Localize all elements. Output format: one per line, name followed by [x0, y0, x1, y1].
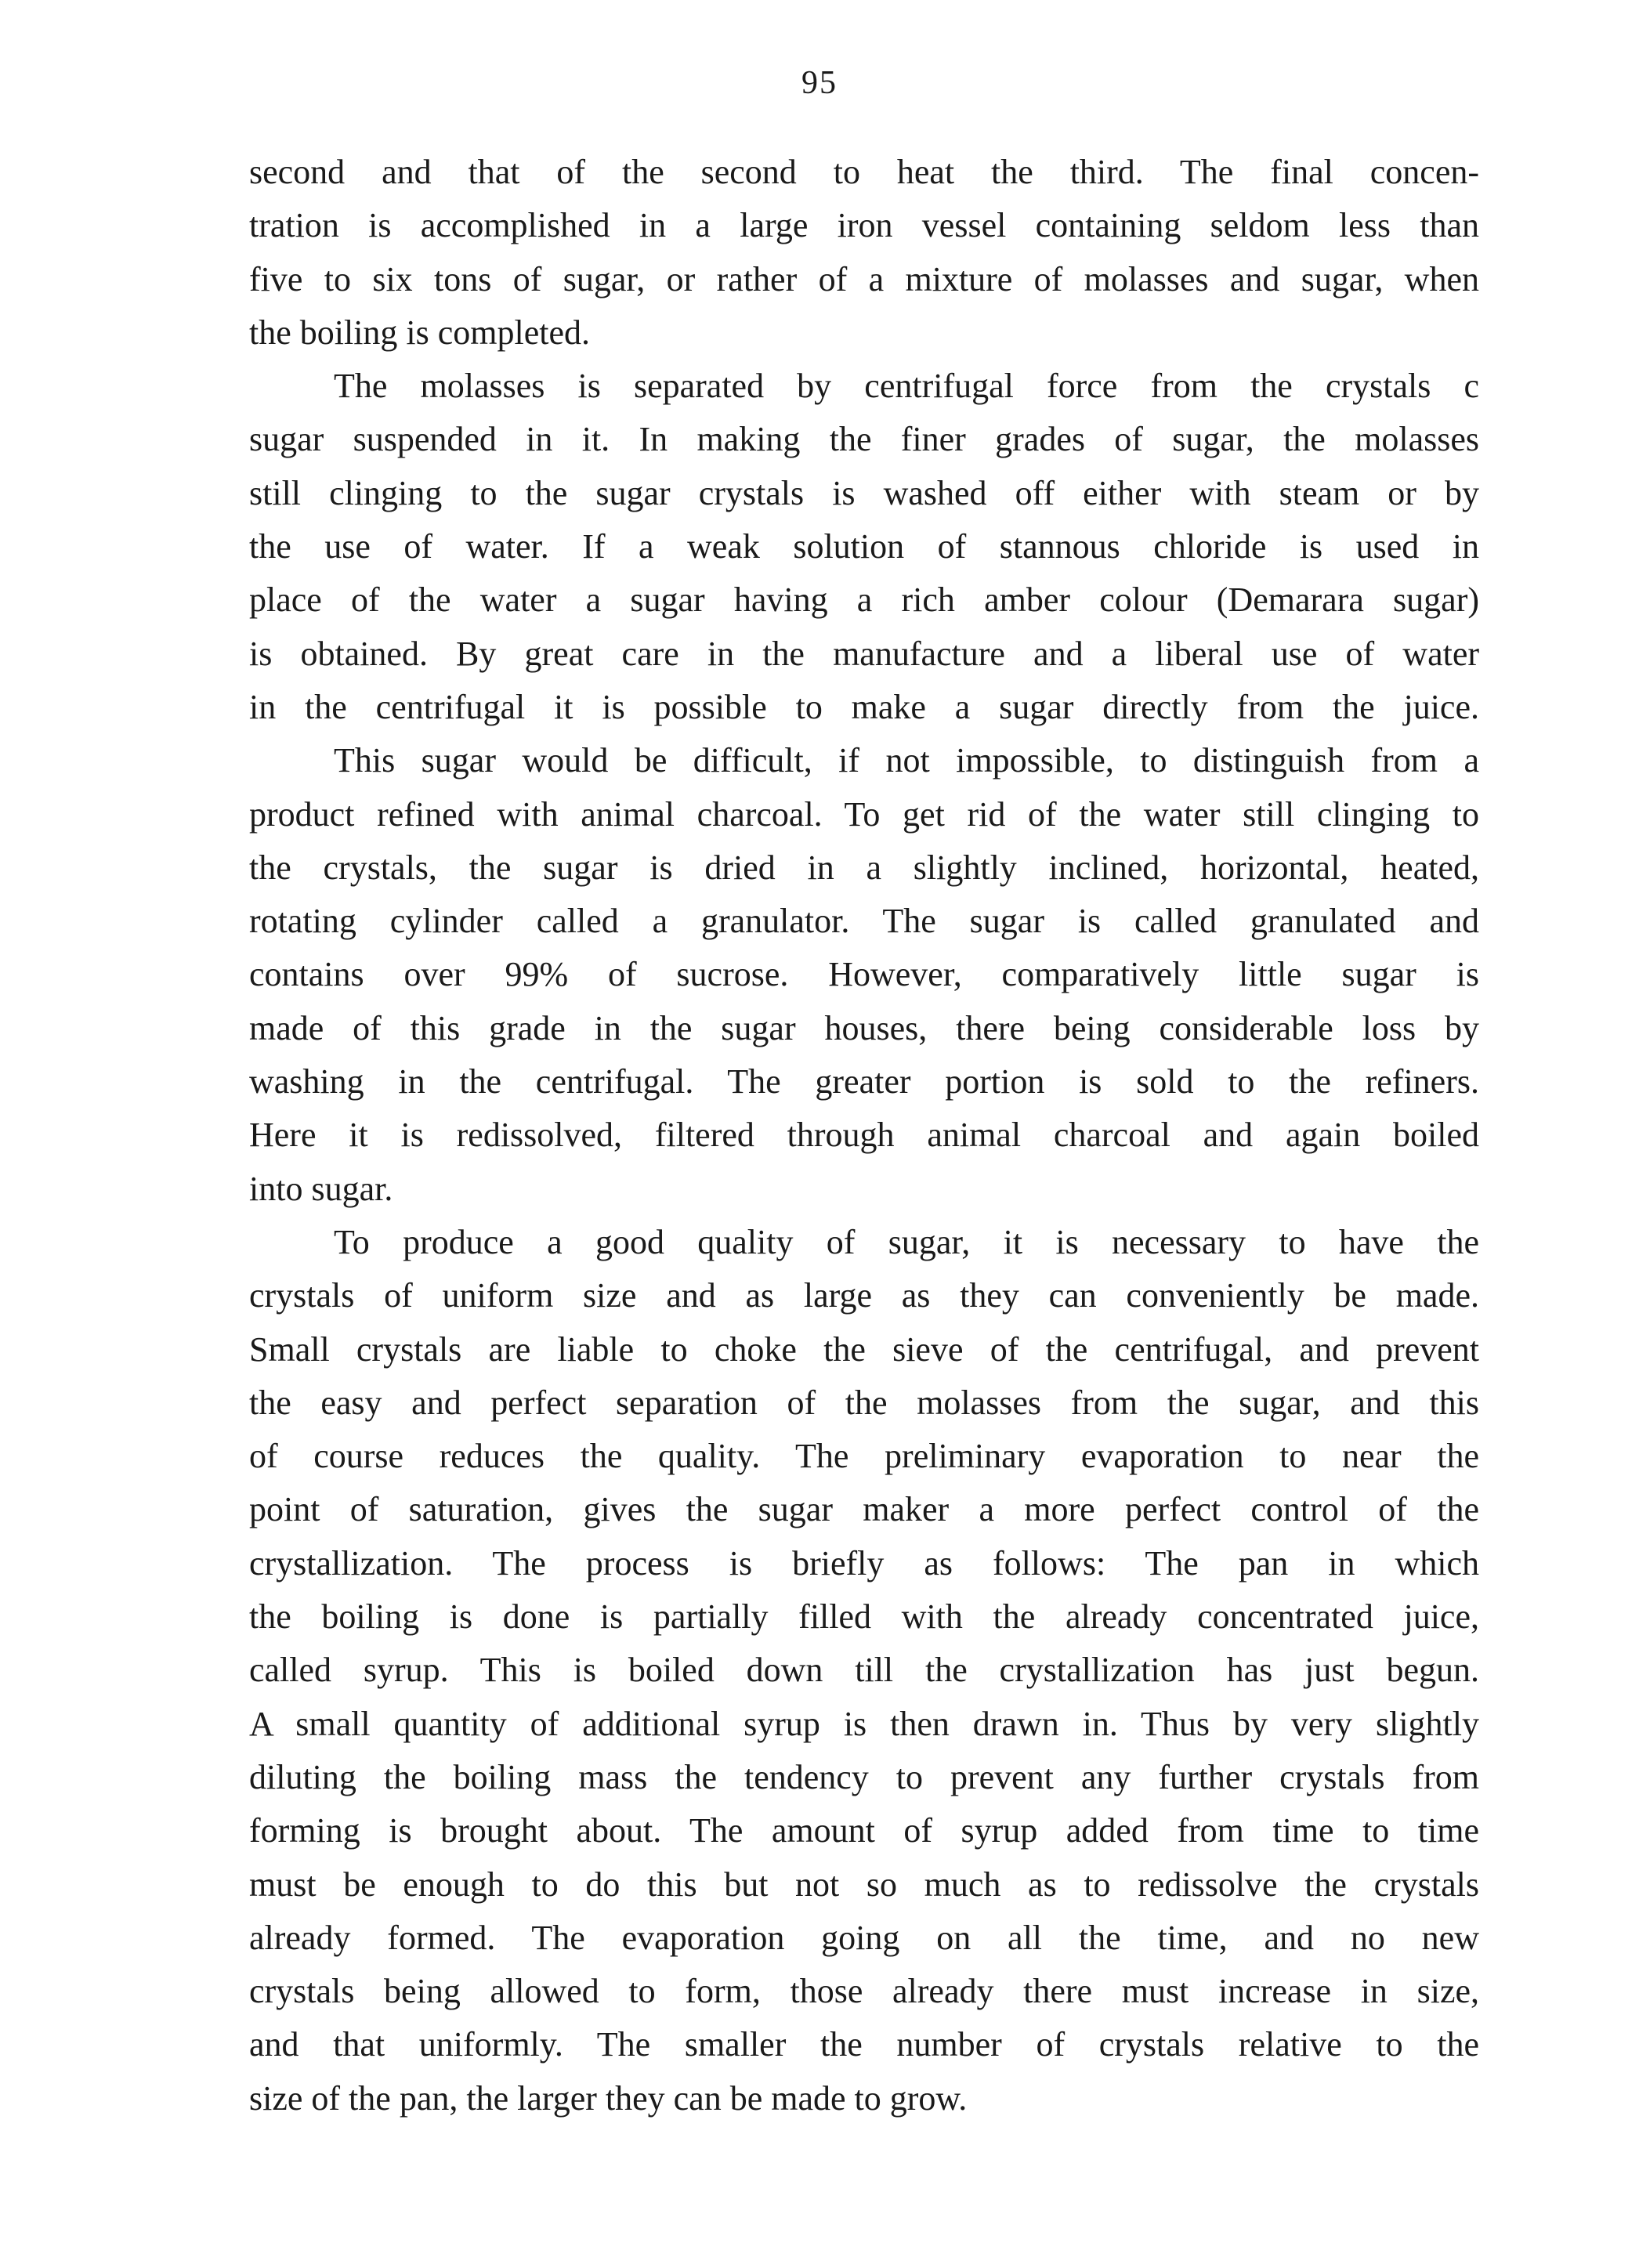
text-line: washing in the centrifugal. The greater portion is sold to the refiners. — [249, 1062, 1479, 1101]
text-line: the use of water. If a weak solution of stannous chloride is used in — [249, 527, 1479, 566]
text-line: into sugar. — [249, 1169, 393, 1208]
text-line: the crystals, the sugar is dried in a slightly inclined, horizontal, heated, — [249, 848, 1479, 887]
text-line: the boiling is done is partially filled with the already concentrated juice, — [249, 1597, 1479, 1637]
text-line: five to six tons of sugar, or rather of a mixture of molasses and sugar, when — [249, 259, 1479, 298]
text-line: sugar suspended in it. In making the finer grades of sugar, the molasses — [249, 420, 1479, 459]
text-line: tration is accomplished in a large iron vessel containing seldom less than — [249, 206, 1479, 245]
text-line: place of the water a sugar having a rich amber colour (Demarara sugar) — [249, 581, 1479, 620]
text-line: point of saturation, gives the sugar maker a more perfect control of the — [249, 1490, 1479, 1529]
text-line: Here it is redissolved, filtered through animal charcoal and again boiled — [249, 1116, 1479, 1155]
page-number: 95 — [801, 65, 838, 101]
text-line: must be enough to do this but not so much as to redissolve the crystals — [249, 1865, 1479, 1904]
body-text — [249, 146, 1479, 2125]
text-line: already formed. The evaporation going on all the time, and no new — [249, 1918, 1479, 1957]
text-line: of course reduces the quality. The preliminary evaporation to near the — [249, 1437, 1479, 1476]
text-line: crystals being allowed to form, those already there must increase in size, — [249, 1972, 1479, 2011]
text-line: rotating cylinder called a granulator. The sugar is called granulated and — [249, 902, 1479, 941]
text-line: still clinging to the sugar crystals is washed off either with steam or by — [249, 473, 1479, 512]
text-line: in the centrifugal it is possible to make a sugar directly from the juice. — [249, 687, 1479, 726]
text-line: A small quantity of additional syrup is then drawn in. Thus by very slightly — [249, 1704, 1479, 1743]
text-line: size of the pan, the larger they can be made to grow. — [249, 2078, 968, 2118]
text-line: This sugar would be difficult, if not impossible, to distinguish from a — [334, 741, 1479, 780]
text-line: contains over 99% of sucrose. However, comparatively little sugar is — [249, 955, 1479, 994]
text-line: crystals of uniform size and as large as they can conveniently be made. — [249, 1276, 1479, 1315]
text-line: called syrup. This is boiled down till the crystallization has just begun. — [249, 1651, 1479, 1690]
text-line: forming is brought about. The amount of syrup added from time to time — [249, 1811, 1479, 1850]
text-line: The molasses is separated by centrifugal force from the crystals c — [334, 367, 1479, 406]
text-line: product refined with animal charcoal. To get rid of the water still clinging to — [249, 794, 1479, 834]
text-line: second and that of the second to heat the third. The final concen- — [249, 153, 1479, 191]
text-line: and that uniformly. The smaller the number of crystals relative to the — [249, 2025, 1479, 2064]
text-line: crystallization. The process is briefly as follows: The pan in which — [249, 1543, 1479, 1583]
text-line: diluting the boiling mass the tendency to prevent any further crystals from — [249, 1757, 1479, 1796]
text-line: Small crystals are liable to choke the sieve of the centrifugal, and prevent — [249, 1329, 1479, 1369]
text-line: is obtained. By great care in the manufacture and a liberal use of water — [249, 634, 1479, 673]
text-line: the easy and perfect separation of the molasses from the sugar, and this — [249, 1383, 1479, 1422]
text-line: To produce a good quality of sugar, it is necessary to have the — [334, 1222, 1479, 1261]
text-line: made of this grade in the sugar houses, there being considerable loss by — [249, 1008, 1479, 1047]
text-line: the boiling is completed. — [249, 313, 591, 352]
